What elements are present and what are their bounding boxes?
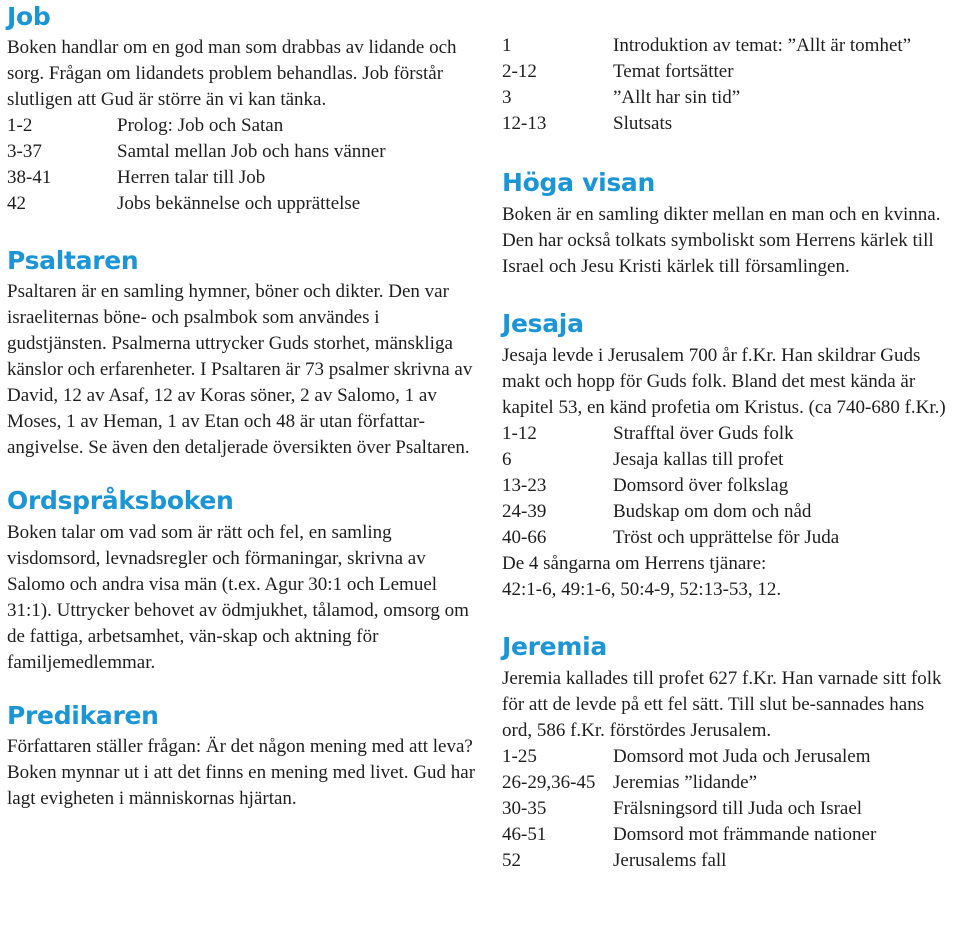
chapter-ref: 52 xyxy=(502,850,521,871)
jesaja-servant-songs-refs: 42:1-6, 49:1-6, 50:4-9, 52:13-53, 12. xyxy=(502,579,782,600)
list-item xyxy=(502,796,957,822)
list-item xyxy=(502,59,957,85)
psaltaren-body: Psaltaren är en samling hymner, böner och dikter. Den var israeliternas böne- och psalmbok som användes i gudstjänsten. Psalmerna uttrycker Guds storhet, mänskliga känslor och erfarenheter. I Psaltaren är 73 psalmer skrivna av David, 12 av Asaf, 12 av Koras söner, 2 av Salomo, 1 av Moses, 1 av Heman, 1 av Etan och 48 är utan författar-angivelse. Se även den detaljerade översikten över Psaltaren. xyxy=(7,281,473,458)
list-item xyxy=(502,447,957,473)
list-item xyxy=(502,848,957,874)
chapter-ref: 46-51 xyxy=(502,824,547,845)
chapter-desc: Jerusalems fall xyxy=(613,850,727,871)
jeremia-chapter-list xyxy=(502,744,957,874)
section-hoga-visan xyxy=(502,166,957,280)
chapter-ref: 30-35 xyxy=(502,798,547,819)
chapter-desc: Frälsningsord till Juda och Israel xyxy=(613,798,863,819)
right-column xyxy=(502,0,957,874)
chapter-desc: Tröst och upprättelse för Juda xyxy=(613,527,840,548)
list-item xyxy=(502,33,957,59)
chapter-ref: 24-39 xyxy=(502,501,547,522)
chapter-desc: Slutsats xyxy=(613,113,673,134)
list-item xyxy=(502,770,957,796)
chapter-desc: Introduktion av temat: ”Allt är tomhet” xyxy=(613,35,912,56)
chapter-ref: 1-25 xyxy=(502,746,537,767)
heading-jeremia: Jeremia xyxy=(502,632,607,661)
list-item xyxy=(7,139,477,165)
heading-ordsprak: Ordspråksboken xyxy=(7,486,234,515)
heading-predikaren: Predikaren xyxy=(7,701,159,730)
chapter-desc: Budskap om dom och nåd xyxy=(613,501,812,522)
list-item xyxy=(7,113,477,139)
list-item xyxy=(502,499,957,525)
jesaja-chapter-list xyxy=(502,421,957,551)
predikaren-body: Författaren ställer frågan: Är det någon mening med att leva? Boken mynnar ut i att det finns en mening med livet. Gud har lagt evigheten i människornas hjärtan. xyxy=(7,736,476,809)
jesaja-servant-songs-label: De 4 sångarna om Herrens tjänare: xyxy=(502,553,767,574)
chapter-ref: 2-12 xyxy=(502,61,537,82)
job-chapter-list xyxy=(7,113,477,217)
list-item xyxy=(7,191,477,217)
section-psaltaren xyxy=(7,244,477,461)
jesaja-body: Jesaja levde i Jerusalem 700 år f.Kr. Han skildrar Guds makt och hopp för Guds folk. Bland det mest kända är kapitel 53, en känd profetia om Kristus. (ca 740-680 f.Kr.) xyxy=(502,345,946,418)
predikaren-chapter-list xyxy=(502,33,957,137)
list-item xyxy=(502,822,957,848)
chapter-ref: 12-13 xyxy=(502,113,547,134)
chapter-desc: Jeremias ”lidande” xyxy=(613,772,758,793)
list-item xyxy=(502,111,957,137)
chapter-desc: Prolog: Job och Satan xyxy=(117,115,284,136)
list-item xyxy=(502,85,957,111)
chapter-ref: 3 xyxy=(502,87,512,108)
chapter-ref: 26-29,36-45 xyxy=(502,772,596,793)
chapter-desc: Samtal mellan Job och hans vänner xyxy=(117,141,386,162)
heading-hoga-visan: Höga visan xyxy=(502,168,655,197)
chapter-desc: Domsord över folkslag xyxy=(613,475,789,496)
chapter-desc: Temat fortsätter xyxy=(613,61,734,82)
list-item xyxy=(502,525,957,551)
section-ordsprak xyxy=(7,484,477,676)
job-intro: Boken handlar om en god man som drabbas av lidande och sorg. Frågan om lidandets problem behandlas. Job förstår slutligen att Gud är större än vi kan tänka. xyxy=(7,37,457,110)
chapter-ref: 1-12 xyxy=(502,423,537,444)
chapter-desc: Herren talar till Job xyxy=(117,167,266,188)
heading-psaltaren: Psaltaren xyxy=(7,246,139,275)
list-item xyxy=(502,473,957,499)
chapter-ref: 1-2 xyxy=(7,115,33,136)
chapter-desc: Jobs bekännelse och upprättelse xyxy=(117,193,361,214)
chapter-ref: 3-37 xyxy=(7,141,42,162)
list-item xyxy=(502,421,957,447)
chapter-desc: Jesaja kallas till profet xyxy=(613,449,784,470)
list-item xyxy=(502,744,957,770)
chapter-ref: 42 xyxy=(7,193,26,214)
list-item xyxy=(7,165,477,191)
heading-jesaja: Jesaja xyxy=(502,309,584,338)
chapter-ref: 6 xyxy=(502,449,512,470)
chapter-ref: 1 xyxy=(502,35,512,56)
hoga-visan-body: Boken är en samling dikter mellan en man och en kvinna. Den har också tolkats symboliskt som Herrens kärlek till Israel och Jesu Kristi kärlek till församlingen. xyxy=(502,204,941,277)
chapter-desc: ”Allt har sin tid” xyxy=(613,87,741,108)
chapter-desc: Domsord mot främmande nationer xyxy=(613,824,877,845)
heading-job: Job xyxy=(7,2,51,31)
section-jeremia xyxy=(502,630,957,874)
chapter-desc: Domsord mot Juda och Jerusalem xyxy=(613,746,871,767)
chapter-ref: 40-66 xyxy=(502,527,547,548)
section-job xyxy=(7,0,477,217)
jeremia-body: Jeremia kallades till profet 627 f.Kr. Han varnade sitt folk för att de levde på ett fel sätt. Till slut be-sannades hans ord, 586 f.Kr. förstördes Jerusalem. xyxy=(502,668,942,741)
chapter-ref: 38-41 xyxy=(7,167,52,188)
chapter-ref: 13-23 xyxy=(502,475,547,496)
ordsprak-body: Boken talar om vad som är rätt och fel, en samling visdomsord, levnadsregler och förmaningar, skrivna av Salomo och andra visa män (t.ex. Agur 30:1 och Lemuel 31:1). Uttrycker behovet av ödmjukhet, tålamod, omsorg om de fattiga, arbetsamhet, vän-skap och aktning för familjemedlemmar. xyxy=(7,522,469,673)
chapter-desc: Strafftal över Guds folk xyxy=(613,423,794,444)
section-jesaja xyxy=(502,307,957,603)
left-column xyxy=(7,0,477,812)
section-predikaren xyxy=(7,699,477,812)
